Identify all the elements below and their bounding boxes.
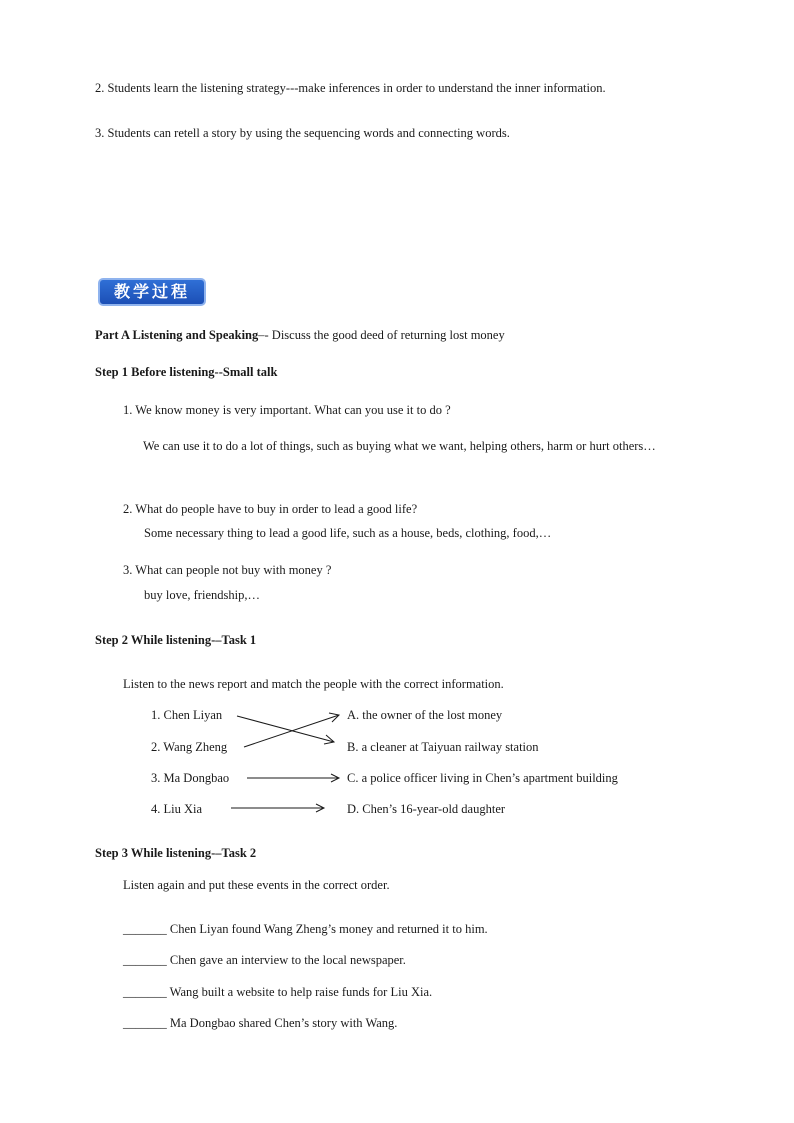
step3-instruction: Listen again and put these events in the correct order.: [123, 878, 390, 892]
match-person-3: 3. Ma Dongbao: [151, 771, 230, 785]
part-a-title: Part A Listening and Speaking: [95, 328, 259, 342]
objective-2: 2. Students learn the listening strategy---make inferences in order to understand the inner information.: [95, 81, 606, 95]
step1-question-3: 3. What can people not buy with money ?: [123, 563, 332, 577]
event-text: Wang built a website to help raise funds for Liu Xia.: [169, 985, 433, 999]
step2-title: Step 2 While listening-–Task 1: [95, 633, 257, 647]
event-text: Chen gave an interview to the local newspaper.: [169, 953, 406, 967]
teaching-process-badge: 教学过程: [98, 278, 206, 306]
part-a-subtitle: –- Discuss the good deed of returning lost money: [258, 328, 505, 342]
objective-3: 3. Students can retell a story by using the sequencing words and connecting words.: [95, 126, 510, 140]
match-person-1: 1. Chen Liyan: [151, 708, 223, 722]
answer-blank[interactable]: _______: [123, 985, 167, 999]
arrow-wang-to-a: [244, 713, 339, 747]
step1-question-1: 1. We know money is very important. What can you use it to do ?: [123, 403, 451, 417]
event-text: Ma Dongbao shared Chen’s story with Wang.: [169, 1016, 398, 1030]
event-row: [123, 952, 406, 968]
step3-title: Step 3 While listening-–Task 2: [95, 846, 257, 860]
arrow-liu-to-d: [231, 804, 324, 812]
step1-answer-3: buy love, friendship,…: [144, 588, 260, 602]
event-row: [123, 921, 488, 937]
answer-blank[interactable]: _______: [123, 1016, 167, 1030]
answer-blank[interactable]: _______: [123, 922, 167, 936]
step1-question-2: 2. What do people have to buy in order to lead a good life?: [123, 502, 418, 516]
step1-answer-2: Some necessary thing to lead a good life, such as a house, beds, clothing, food,…: [144, 526, 552, 540]
arrow-ma-to-c: [247, 774, 339, 782]
match-info-b: B. a cleaner at Taiyuan railway station: [347, 740, 539, 754]
event-row: [123, 984, 432, 1000]
step1-answer-1: We can use it to do a lot of things, such as buying what we want, helping others, harm or hurt others…: [143, 439, 656, 453]
match-person-2: 2. Wang Zheng: [151, 740, 228, 754]
event-row: [123, 1015, 397, 1031]
answer-blank[interactable]: _______: [123, 953, 167, 967]
match-info-a: A. the owner of the lost money: [347, 708, 503, 722]
step2-instruction: Listen to the news report and match the people with the correct information.: [123, 677, 504, 691]
event-text: Chen Liyan found Wang Zheng’s money and returned it to him.: [169, 922, 488, 936]
step1-title: Step 1 Before listening--Small talk: [95, 365, 278, 379]
match-person-4: 4. Liu Xia: [151, 802, 203, 816]
match-info-c: C. a police officer living in Chen’s apartment building: [347, 771, 618, 785]
match-info-d: D. Chen’s 16-year-old daughter: [347, 802, 506, 816]
arrow-chen-to-b: [237, 716, 334, 744]
